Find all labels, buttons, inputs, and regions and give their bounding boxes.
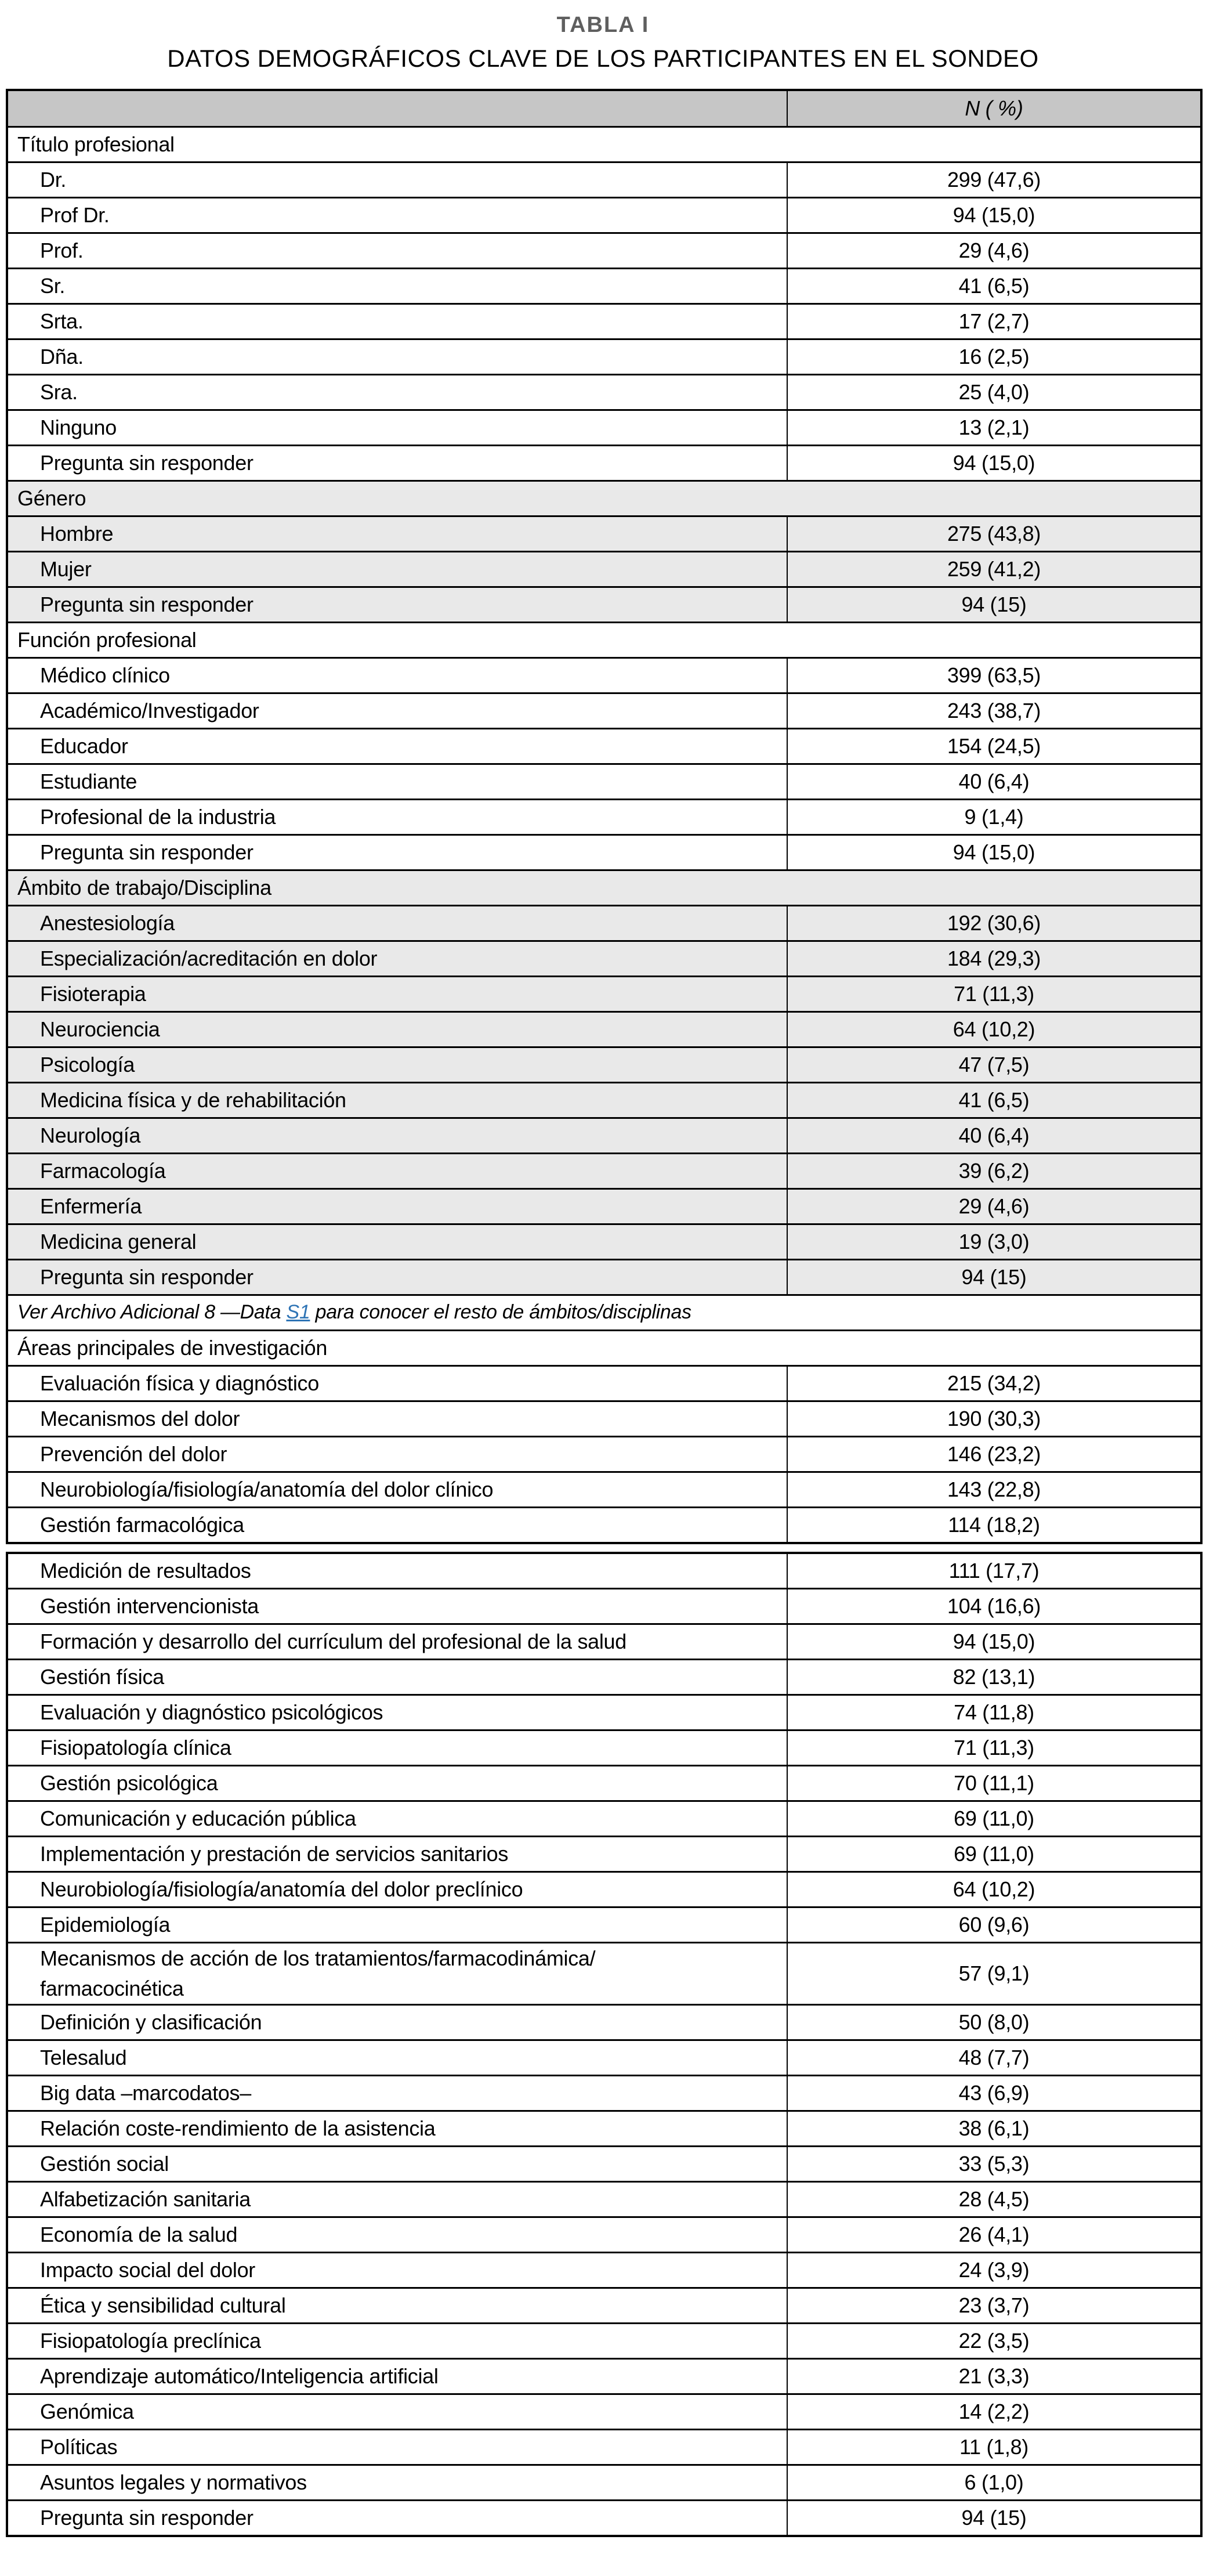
row-value: 184 (29,3) xyxy=(787,941,1201,977)
row-value: 114 (18,2) xyxy=(787,1508,1201,1544)
row-value: 17 (2,7) xyxy=(787,304,1201,339)
row-value: 47 (7,5) xyxy=(787,1047,1201,1083)
row-value: 29 (4,6) xyxy=(787,1189,1201,1224)
row-value: 94 (15,0) xyxy=(787,835,1201,870)
row-label: Neurobiología/fisiología/anatomía del dolor preclínico xyxy=(7,1872,787,1907)
table-row xyxy=(7,2217,1201,2253)
row-label: Mecanismos del dolor xyxy=(7,1401,787,1437)
row-value: 57 (9,1) xyxy=(787,1943,1201,2005)
table-row xyxy=(7,304,1201,339)
table-row xyxy=(7,375,1201,410)
row-value: 24 (3,9) xyxy=(787,2253,1201,2288)
row-value: 16 (2,5) xyxy=(787,339,1201,375)
table-row xyxy=(7,1012,1201,1047)
section-row xyxy=(7,127,1201,162)
table-row xyxy=(7,446,1201,481)
table-row xyxy=(7,800,1201,835)
row-value: 69 (11,0) xyxy=(787,1837,1201,1872)
row-value: 25 (4,0) xyxy=(787,375,1201,410)
row-label: Medicina general xyxy=(7,1224,787,1260)
row-value: 94 (15,0) xyxy=(787,446,1201,481)
table-row xyxy=(7,1624,1201,1660)
row-value: 64 (10,2) xyxy=(787,1012,1201,1047)
section-row xyxy=(7,870,1201,906)
table-row xyxy=(7,1837,1201,1872)
row-label: Formación y desarrollo del currículum del profesional de la salud xyxy=(7,1624,787,1660)
row-value: 13 (2,1) xyxy=(787,410,1201,446)
row-label: Sra. xyxy=(7,375,787,410)
row-value: 94 (15) xyxy=(787,587,1201,623)
table-row xyxy=(7,2040,1201,2076)
row-value: 70 (11,1) xyxy=(787,1766,1201,1801)
row-value: 104 (16,6) xyxy=(787,1589,1201,1624)
table-row xyxy=(7,1872,1201,1907)
row-value: 71 (11,3) xyxy=(787,977,1201,1012)
row-value: 94 (15) xyxy=(787,2501,1201,2537)
row-label: Genómica xyxy=(7,2394,787,2430)
row-value: 40 (6,4) xyxy=(787,1118,1201,1154)
row-label: Ética y sensibilidad cultural xyxy=(7,2288,787,2324)
row-label: Gestión física xyxy=(7,1660,787,1695)
row-label: Prof Dr. xyxy=(7,198,787,233)
row-label: Fisiopatología clínica xyxy=(7,1730,787,1766)
table-row xyxy=(7,552,1201,587)
row-value: 28 (4,5) xyxy=(787,2182,1201,2217)
row-value: 38 (6,1) xyxy=(787,2111,1201,2147)
row-label: Relación coste-rendimiento de la asistencia xyxy=(7,2111,787,2147)
row-label: Educador xyxy=(7,729,787,764)
section-label: Función profesional xyxy=(7,623,1201,658)
table-row xyxy=(7,1907,1201,1943)
row-label: Telesalud xyxy=(7,2040,787,2076)
table-row xyxy=(7,339,1201,375)
row-label: Farmacología xyxy=(7,1154,787,1189)
row-label: Aprendizaje automático/Inteligencia artificial xyxy=(7,2359,787,2394)
row-label: Pregunta sin responder xyxy=(7,587,787,623)
section-label: Ámbito de trabajo/Disciplina xyxy=(7,870,1201,906)
demographics-table xyxy=(0,89,1206,2537)
row-value: 399 (63,5) xyxy=(787,658,1201,693)
row-value: 41 (6,5) xyxy=(787,1083,1201,1118)
header-n-percent: N ( %) xyxy=(787,90,1201,127)
row-label: Comunicación y educación pública xyxy=(7,1801,787,1837)
table-row xyxy=(7,2288,1201,2324)
table-row xyxy=(7,162,1201,198)
table-row xyxy=(7,516,1201,552)
row-label: Pregunta sin responder xyxy=(7,1260,787,1295)
table-row xyxy=(7,977,1201,1012)
row-label: Prevención del dolor xyxy=(7,1437,787,1472)
table-row xyxy=(7,764,1201,800)
row-value: 275 (43,8) xyxy=(787,516,1201,552)
row-value: 111 (17,7) xyxy=(787,1553,1201,1589)
table-row xyxy=(7,1508,1201,1544)
table-row xyxy=(7,1766,1201,1801)
table-subtitle: DATOS DEMOGRÁFICOS CLAVE DE LOS PARTICIPANTES EN EL SONDEO xyxy=(167,45,1039,72)
row-value: 39 (6,2) xyxy=(787,1154,1201,1189)
row-label: Alfabetización sanitaria xyxy=(7,2182,787,2217)
row-label: Economía de la salud xyxy=(7,2217,787,2253)
row-value: 9 (1,4) xyxy=(787,800,1201,835)
row-label: Dña. xyxy=(7,339,787,375)
row-label: Sr. xyxy=(7,269,787,304)
row-label: Pregunta sin responder xyxy=(7,2501,787,2537)
note-suffix: para conocer el resto de ámbitos/disciplinas xyxy=(310,1301,691,1324)
table-row xyxy=(7,693,1201,729)
section-label: Título profesional xyxy=(7,127,1201,162)
table-row xyxy=(7,2147,1201,2182)
table-row xyxy=(7,1260,1201,1295)
row-label: Neurología xyxy=(7,1118,787,1154)
row-label: Epidemiología xyxy=(7,1907,787,1943)
table-row xyxy=(7,1730,1201,1766)
table-title: TABLA I xyxy=(556,13,650,37)
table-segment-1 xyxy=(6,89,1203,1544)
table-row xyxy=(7,587,1201,623)
row-label: Médico clínico xyxy=(7,658,787,693)
section-label: Áreas principales de investigación xyxy=(7,1331,1201,1366)
row-value: 215 (34,2) xyxy=(787,1366,1201,1401)
row-value: 146 (23,2) xyxy=(787,1437,1201,1472)
row-value: 94 (15,0) xyxy=(787,1624,1201,1660)
row-value: 23 (3,7) xyxy=(787,2288,1201,2324)
row-value: 11 (1,8) xyxy=(787,2430,1201,2465)
table-row xyxy=(7,2465,1201,2501)
row-label: Hombre xyxy=(7,516,787,552)
row-label: Políticas xyxy=(7,2430,787,2465)
note-prefix: Ver Archivo Adicional 8 —Data xyxy=(17,1301,287,1324)
table-row xyxy=(7,1553,1201,1589)
row-label: Fisioterapia xyxy=(7,977,787,1012)
row-label: Mecanismos de acción de los tratamientos/farmacodinámica/ farmacocinética xyxy=(7,1943,787,2005)
row-label: Medición de resultados xyxy=(7,1553,787,1589)
row-value: 71 (11,3) xyxy=(787,1730,1201,1766)
table-row xyxy=(7,1660,1201,1695)
row-value: 33 (5,3) xyxy=(787,2147,1201,2182)
table-row xyxy=(7,2324,1201,2359)
table-header-row xyxy=(7,90,1201,127)
row-label: Neurobiología/fisiología/anatomía del dolor clínico xyxy=(7,1472,787,1508)
table-row xyxy=(7,2430,1201,2465)
row-value: 243 (38,7) xyxy=(787,693,1201,729)
note-text xyxy=(7,1295,1201,1331)
row-label: Gestión intervencionista xyxy=(7,1589,787,1624)
header-empty-cell xyxy=(7,90,787,127)
table-row xyxy=(7,906,1201,941)
row-label: Enfermería xyxy=(7,1189,787,1224)
table-row xyxy=(7,1189,1201,1224)
table-row xyxy=(7,835,1201,870)
table-row xyxy=(7,1083,1201,1118)
row-label: Evaluación física y diagnóstico xyxy=(7,1366,787,1401)
row-label: Profesional de la industria xyxy=(7,800,787,835)
row-value: 50 (8,0) xyxy=(787,2005,1201,2040)
note-row xyxy=(7,1295,1201,1331)
row-value: 21 (3,3) xyxy=(787,2359,1201,2394)
row-label: Ninguno xyxy=(7,410,787,446)
row-value: 60 (9,6) xyxy=(787,1907,1201,1943)
row-value: 19 (3,0) xyxy=(787,1224,1201,1260)
table-row xyxy=(7,1154,1201,1189)
row-value: 94 (15,0) xyxy=(787,198,1201,233)
table-row xyxy=(7,1589,1201,1624)
note-link-s1[interactable]: S1 xyxy=(286,1301,310,1324)
row-value: 43 (6,9) xyxy=(787,2076,1201,2111)
table-row xyxy=(7,1401,1201,1437)
section-label: Género xyxy=(7,481,1201,516)
row-value: 26 (4,1) xyxy=(787,2217,1201,2253)
row-value: 41 (6,5) xyxy=(787,269,1201,304)
table-row xyxy=(7,2394,1201,2430)
section-row xyxy=(7,623,1201,658)
row-label: Implementación y prestación de servicios sanitarios xyxy=(7,1837,787,1872)
table-row xyxy=(7,729,1201,764)
row-value: 143 (22,8) xyxy=(787,1472,1201,1508)
table-row xyxy=(7,1047,1201,1083)
row-value: 22 (3,5) xyxy=(787,2324,1201,2359)
row-label: Psicología xyxy=(7,1047,787,1083)
row-label: Neurociencia xyxy=(7,1012,787,1047)
table-row xyxy=(7,1437,1201,1472)
table-row xyxy=(7,2076,1201,2111)
row-label: Estudiante xyxy=(7,764,787,800)
row-label: Académico/Investigador xyxy=(7,693,787,729)
table-row xyxy=(7,2253,1201,2288)
row-value: 6 (1,0) xyxy=(787,2465,1201,2501)
row-value: 82 (13,1) xyxy=(787,1660,1201,1695)
row-label: Pregunta sin responder xyxy=(7,835,787,870)
table-row xyxy=(7,2359,1201,2394)
row-label: Gestión social xyxy=(7,2147,787,2182)
section-row xyxy=(7,481,1201,516)
row-label: Especialización/acreditación en dolor xyxy=(7,941,787,977)
row-value: 29 (4,6) xyxy=(787,233,1201,269)
table-row xyxy=(7,198,1201,233)
row-label: Gestión psicológica xyxy=(7,1766,787,1801)
section-row xyxy=(7,1331,1201,1366)
table-row xyxy=(7,2182,1201,2217)
row-value: 190 (30,3) xyxy=(787,1401,1201,1437)
row-label: Definición y clasificación xyxy=(7,2005,787,2040)
table-row xyxy=(7,1801,1201,1837)
row-label: Pregunta sin responder xyxy=(7,446,787,481)
table-row xyxy=(7,658,1201,693)
row-value: 259 (41,2) xyxy=(787,552,1201,587)
table-row xyxy=(7,1224,1201,1260)
row-label: Fisiopatología preclínica xyxy=(7,2324,787,2359)
row-value: 14 (2,2) xyxy=(787,2394,1201,2430)
row-label: Big data –marcodatos– xyxy=(7,2076,787,2111)
row-label: Asuntos legales y normativos xyxy=(7,2465,787,2501)
row-label: Mujer xyxy=(7,552,787,587)
table-row xyxy=(7,2111,1201,2147)
row-label: Prof. xyxy=(7,233,787,269)
table-row xyxy=(7,1118,1201,1154)
table-row xyxy=(7,269,1201,304)
row-label: Gestión farmacológica xyxy=(7,1508,787,1544)
row-label: Medicina física y de rehabilitación xyxy=(7,1083,787,1118)
table-row xyxy=(7,233,1201,269)
table-row xyxy=(7,1472,1201,1508)
row-value: 64 (10,2) xyxy=(787,1872,1201,1907)
table-row xyxy=(7,1366,1201,1401)
table-row xyxy=(7,2501,1201,2537)
row-value: 40 (6,4) xyxy=(787,764,1201,800)
row-value: 69 (11,0) xyxy=(787,1801,1201,1837)
table-segment-2 xyxy=(6,1552,1203,2537)
table-row xyxy=(7,1943,1201,2005)
row-value: 94 (15) xyxy=(787,1260,1201,1295)
row-label: Impacto social del dolor xyxy=(7,2253,787,2288)
row-label: Srta. xyxy=(7,304,787,339)
row-label: Dr. xyxy=(7,162,787,198)
title-block xyxy=(0,0,1206,73)
row-value: 192 (30,6) xyxy=(787,906,1201,941)
row-value: 48 (7,7) xyxy=(787,2040,1201,2076)
table-row xyxy=(7,1695,1201,1730)
table-row xyxy=(7,941,1201,977)
row-value: 154 (24,5) xyxy=(787,729,1201,764)
table-row xyxy=(7,2005,1201,2040)
row-label: Evaluación y diagnóstico psicológicos xyxy=(7,1695,787,1730)
table-row xyxy=(7,410,1201,446)
row-label: Anestesiología xyxy=(7,906,787,941)
row-value: 299 (47,6) xyxy=(787,162,1201,198)
row-value: 74 (11,8) xyxy=(787,1695,1201,1730)
